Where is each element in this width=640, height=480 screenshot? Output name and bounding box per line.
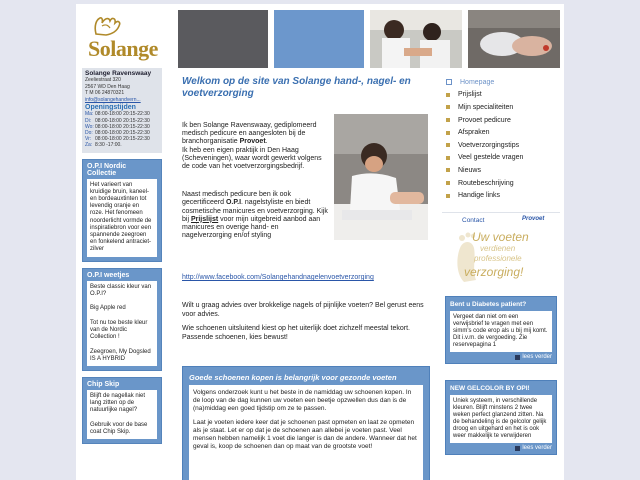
nav-item-faq[interactable]: Veel gestelde vragen (446, 152, 560, 165)
header-photo-manicure (370, 10, 462, 68)
email-link[interactable]: info@solangehandvern... (85, 96, 141, 103)
address-block (82, 68, 162, 153)
box-title: NEW GELCOLOR BY OPI! (450, 385, 530, 392)
address-street: Zeeliestraat 320 (85, 77, 121, 84)
nav-bullet-icon (446, 156, 450, 160)
main-content (176, 70, 430, 450)
contact-link[interactable]: Contact (462, 217, 485, 224)
nav-bullet-icon (446, 93, 450, 97)
diabetes-box (445, 296, 557, 364)
nav-item-provoet[interactable]: Provoet pedicure (446, 114, 560, 127)
box-title: Bent u Diabetes patient? (450, 301, 527, 308)
slogan-line-2: verdienen (480, 244, 516, 253)
right-column (442, 70, 560, 202)
box-title: Chip Skip (83, 378, 161, 390)
hours-row: Za: 8:30 -17:00. (85, 142, 122, 149)
chip-skip-box (82, 377, 162, 444)
nav-item-afspraken[interactable]: Afspraken (446, 126, 560, 139)
box-body: Blijft de nagellak niet lang zitten op de natuurlijke nagel? Gebruik voor de base coat Chip Skip. (87, 390, 157, 439)
nav-item-specialiteiten[interactable]: Mijn specialiteiten (446, 101, 560, 114)
nav-bullet-icon (446, 143, 450, 147)
nav-bullet-icon (446, 118, 450, 122)
provoet-logo[interactable]: Provoet (522, 216, 545, 222)
shoes-p2: Laat je voeten iedere keer dat je schoenen past opmeten en laat ze opmeten als je staat. Let er op dat je de schoenen aan allebei je voeten past. Veel mensen hebben namelijk 1 voet die langer is dan de andere. Wanneer dat het geval is, koop de schoenen dan op maat van de grootste voet! (193, 419, 417, 450)
nav-bullet-icon (446, 105, 450, 109)
page-title: Welkom op de site van Solange hand-, nagel- en voetverzorging (182, 76, 411, 99)
hours-row: Do: 08:00-18:00 20:15-22:30 (85, 130, 150, 137)
contact-bar (442, 212, 560, 227)
shoes-box (182, 366, 430, 480)
page (76, 4, 564, 480)
slogan-line-4: verzorging! (464, 265, 524, 279)
intro-p2: Ik heb een eigen praktijk in Den Haag (Scheveningen), waar wordt gewerkt volgens de code van het voetverzorgingsbedrijf. (182, 146, 322, 171)
left-column (82, 68, 162, 444)
box-body: Het varieert van kruidige bruin, kaneel-en bordeauxtinten tot levendig oranje en roze. Het fenomeen noorderlicht vormde de inspiratiebron voor een spannende zeegroen en fonkelend antraciet-zilver (87, 179, 157, 257)
address-phone: T M 06 24870321 (85, 90, 125, 97)
opi-nordic-box (82, 159, 162, 262)
nav-bullet-icon (446, 181, 450, 185)
gelcolor-box (445, 380, 557, 455)
box-body: Vergeet dan niet om een verwijsbrief te vragen met een simm's code erop als u bij mij komt. Dit i.v.m. de vergoeding. Zie reservepagina 1 (450, 311, 552, 352)
advice-text (182, 302, 430, 342)
shoes-title: Goede schoenen kopen is belangrijk voor gezonde voeten (189, 373, 397, 382)
hours-row: Ma: 08:00-18:00 20:15-22:30 (85, 111, 150, 118)
pedicure-photo (334, 114, 428, 240)
hand-logo-icon (90, 14, 126, 36)
nav-item-homepage[interactable]: Homepage (446, 76, 560, 89)
prijslijst-link[interactable]: Prijslijst (190, 215, 219, 223)
nav-bullet-icon (446, 79, 452, 85)
slogan (442, 228, 560, 286)
nav-bullet-icon (446, 131, 450, 135)
nav-item-tips[interactable]: Voetverzorgingstips (446, 139, 560, 152)
nav-item-route[interactable]: Routebeschrijving (446, 177, 560, 190)
nav-bullet-icon (446, 194, 450, 198)
advice-p1: Wilt u graag advies over brokkelige nagels of pijnlijke voeten? Bel gerust eens voor advies. (182, 302, 424, 318)
slogan-line-1: Uw voeten (472, 230, 529, 244)
opi-weetjes-box (82, 268, 162, 371)
intro-text (182, 122, 328, 240)
box-body: Beste classic kleur van O.P.I? Big Apple red Tot nu toe beste kleur van de Nordic Collection ! Zeegroen, My Dogsled IS A HYBRID (87, 281, 157, 366)
hours-row: Wo: 08:00-18:00 20:15-22:30 (85, 123, 150, 130)
hours-row: Di: 08:00-18:00 20:15-22:30 (85, 117, 150, 124)
read-more-button[interactable]: lees verder (446, 443, 556, 454)
nav-item-prijslijst[interactable]: Prijslijst (446, 89, 560, 102)
nav-item-links[interactable]: Handige links (446, 189, 560, 202)
logo[interactable] (82, 10, 162, 70)
intro-p3: Naast medisch pedicure ben ik ook gecertificeerd O.P.I. nagelstyliste en biedt cosmetische manicures en voetverzorging. Kijk bij Prijslijst voor mijn uitgebreid aanbod aan manicures en overige hand- en nagelverzorging en/of styling (182, 191, 328, 240)
header-banner (172, 4, 564, 68)
arrow-icon (515, 355, 520, 360)
hours-row: Vr: 08:00-18:00 20:15-22:30 (85, 136, 150, 143)
hours-title: Openingstijden (85, 104, 136, 112)
header-block-gray (178, 10, 268, 68)
address-city: 2567 WD Den Haag (85, 83, 130, 90)
header-block-blue (274, 10, 364, 68)
shoes-p1: Volgens onderzoek kunt u het beste in de namiddag uw schoenen kopen. In de loop van de dag kunnen uw voeten een beetje opzwellen dus dan is de (na)middag een goed tijdstip om ze te passen. (193, 389, 412, 412)
read-more-button[interactable]: lees verder (446, 352, 556, 363)
intro-p1: Ik ben Solange Ravenswaay, gediplomeerd medisch pedicure en aangesloten bij de branchorganisatie Provoet. (182, 122, 317, 146)
shoes-body (189, 385, 423, 480)
main-navigation (442, 70, 560, 202)
facebook-link[interactable]: http://www.facebook.com/Solangehandnagelenvoetverzorging (182, 274, 374, 281)
business-name: Solange Ravenswaay (85, 70, 152, 77)
box-title: O.P.I Nordic Collectie (83, 160, 161, 179)
nav-item-nieuws[interactable]: Nieuws (446, 164, 560, 177)
logo-text: Solange (88, 36, 158, 61)
nav-bullet-icon (446, 168, 450, 172)
slogan-line-3: professionele (474, 254, 522, 263)
header-photo-feet (468, 10, 560, 68)
arrow-icon (515, 446, 520, 451)
box-body: Uniek systeem, in verschillende kleuren. Blijft minstens 2 twee weken perfect glanzend zitten. Na de behandeling is de gelcolor gelijk droog en uitgehard en het is ook weer makkelijk te verwijderen (450, 395, 552, 443)
box-title: O.P.I weetjes (83, 269, 161, 281)
advice-p2: Wie schoenen uitsluitend kiest op het uiterlijk doet zichzelf meestal tekort. Passende schoenen, kies bewust! (182, 325, 411, 341)
